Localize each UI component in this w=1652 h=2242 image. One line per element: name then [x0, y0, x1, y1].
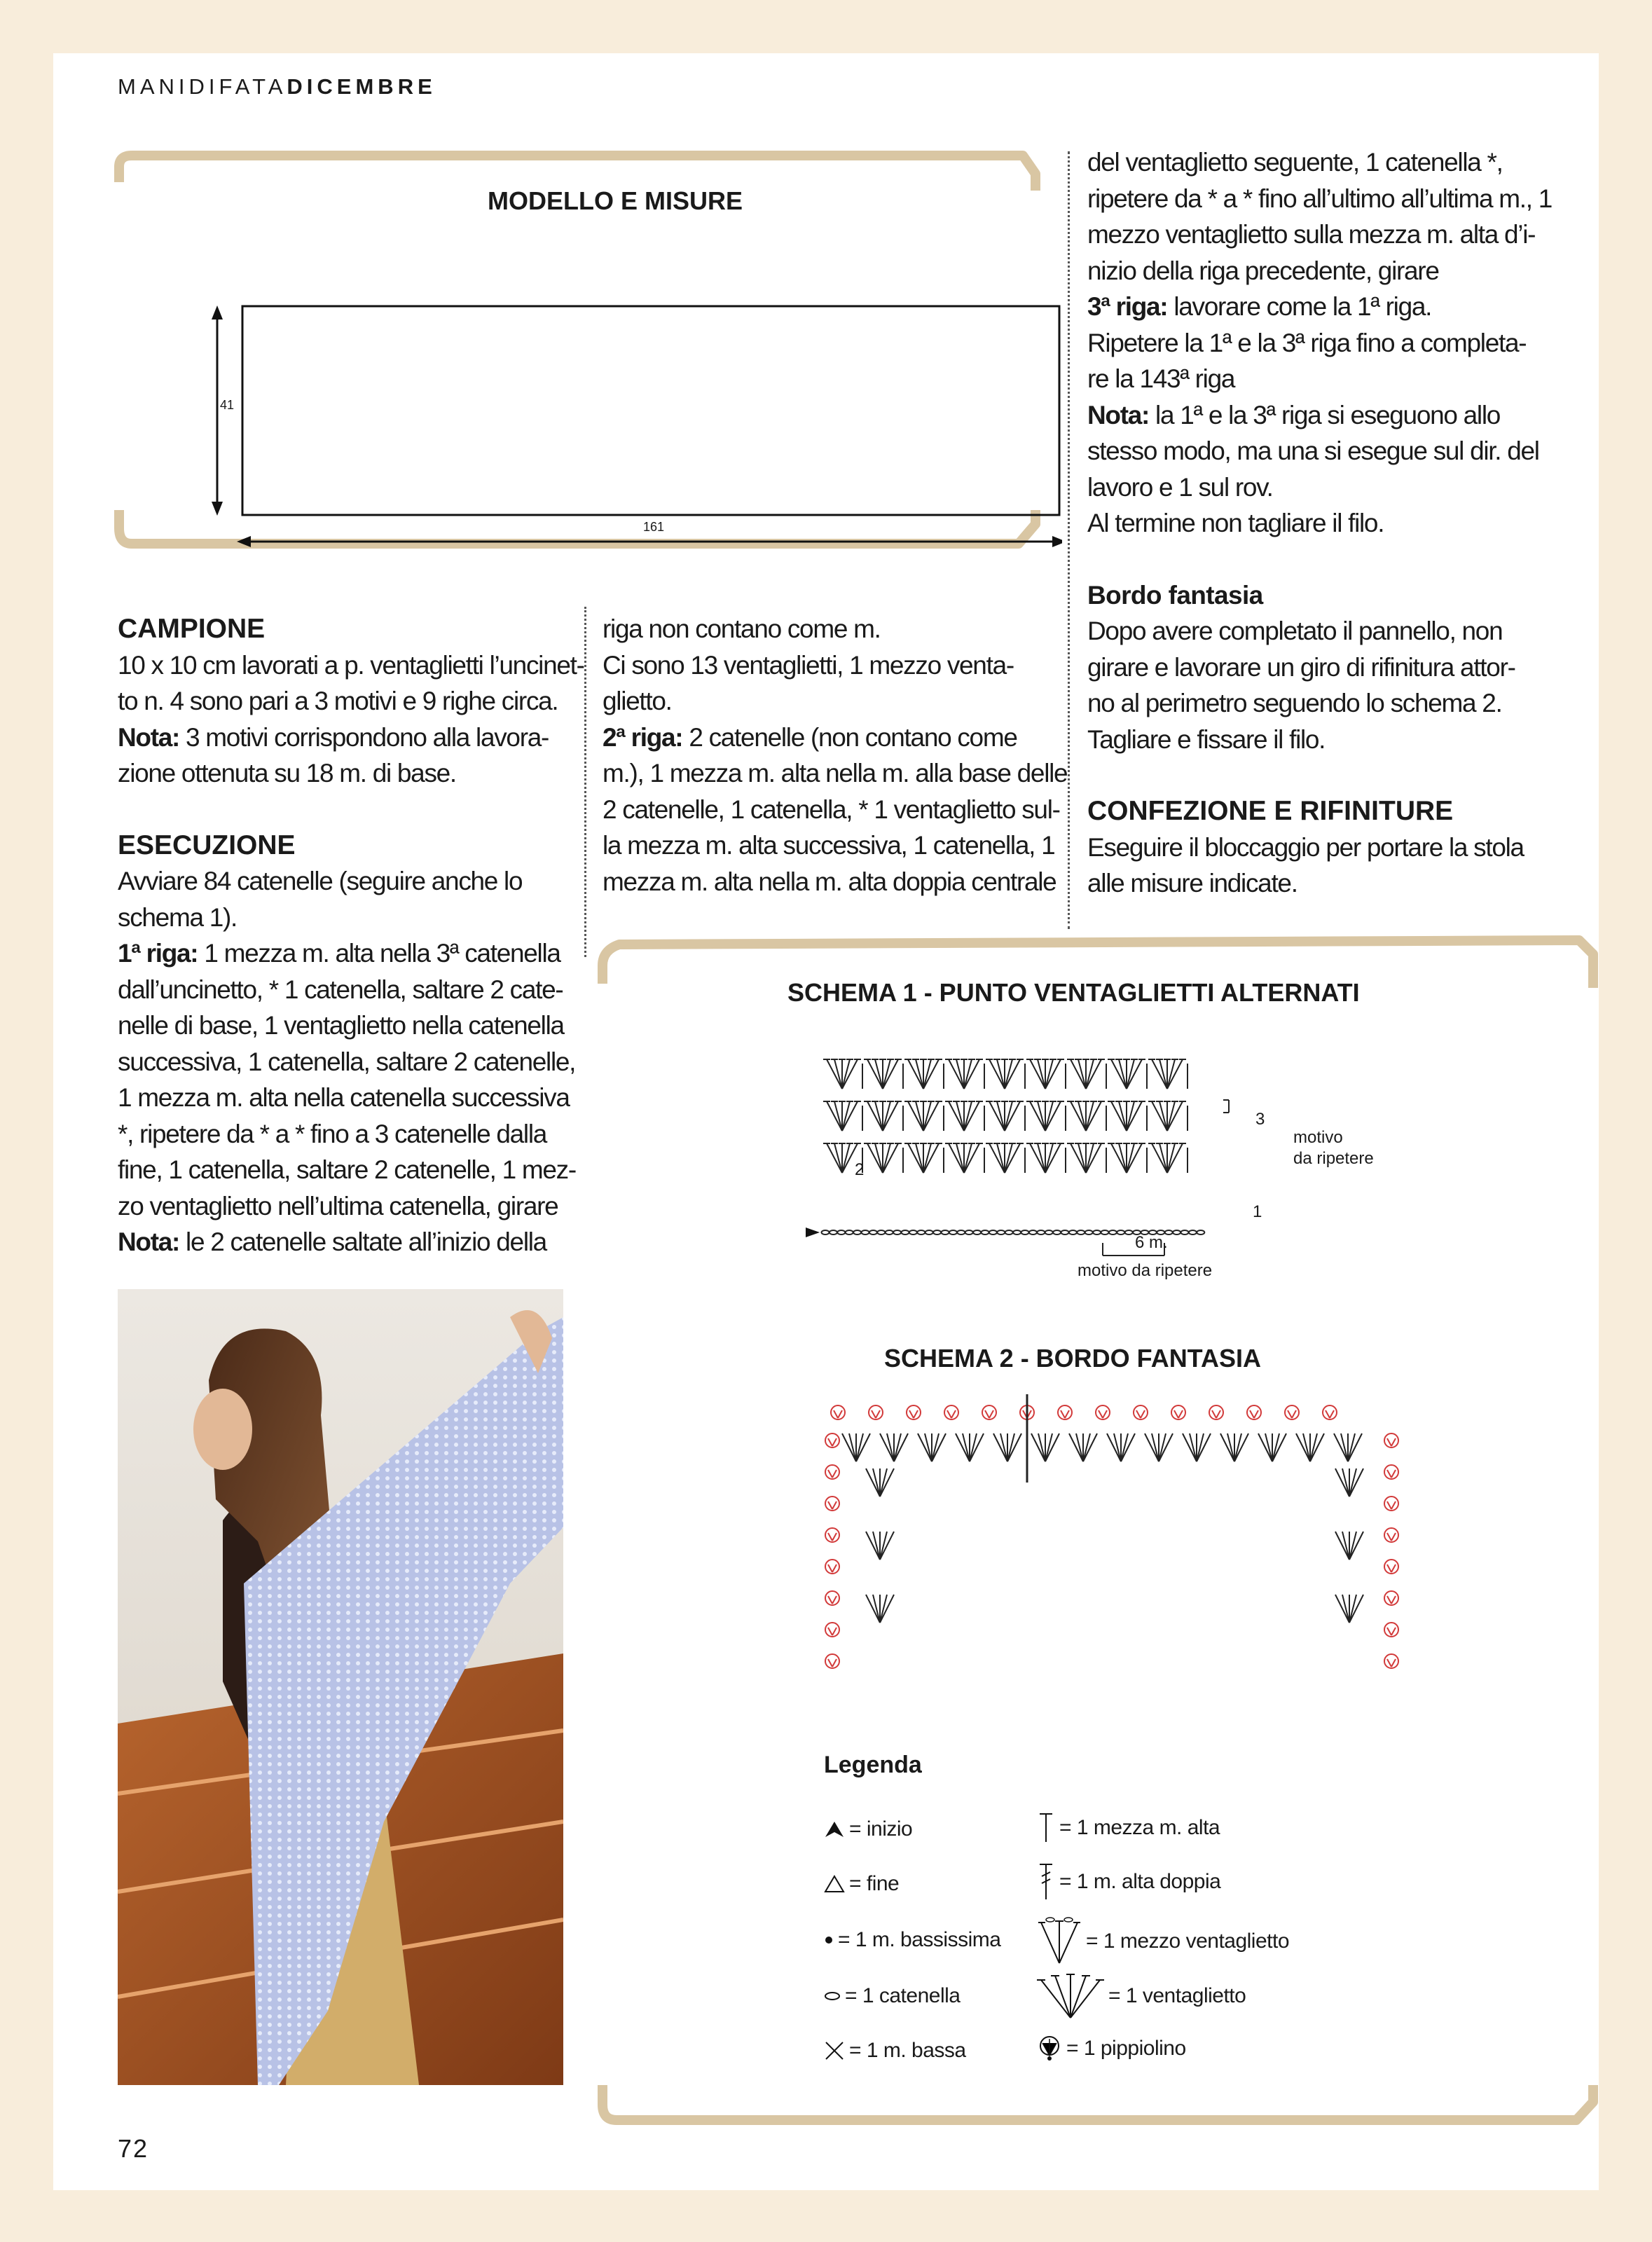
esecuzione-heading: ESECUZIONE: [118, 830, 296, 860]
schema2-picot: [1096, 1405, 1110, 1419]
slip-stitch-icon: [824, 1930, 834, 1950]
riga2-text: 2 catenelle (non contano come: [682, 722, 1017, 752]
schema2-fan: [842, 1433, 870, 1462]
chain-icon: [824, 1986, 841, 2006]
schema2-picot: [831, 1405, 845, 1419]
middle-line: glietto.: [603, 687, 672, 715]
schema2-picot: [1384, 1591, 1398, 1605]
schema1-fan: [904, 1101, 944, 1131]
schema2-fan: [993, 1433, 1021, 1462]
schema2-picot: [982, 1405, 996, 1419]
schema2-fan: [1145, 1433, 1173, 1462]
bordo-line: no al perimetro seguendo lo schema 2.: [1087, 689, 1502, 717]
schema2-picot: [825, 1497, 839, 1511]
middle-line: Ci sono 13 ventaglietti, 1 mezzo venta-: [603, 650, 1014, 680]
schema2-chart: [817, 1391, 1412, 1700]
schema2-fan: [1220, 1433, 1248, 1462]
schema2-picot: [944, 1405, 958, 1419]
schema2-fan: [918, 1433, 946, 1462]
picot-icon: [1037, 2035, 1062, 2063]
schema1-fan: [1067, 1101, 1106, 1131]
start-triangle-icon: [824, 1820, 845, 1839]
campione-heading: CAMPIONE: [118, 614, 266, 644]
schema2-picot: [1384, 1528, 1398, 1542]
schema2-fan: [866, 1532, 894, 1560]
legend-end: [824, 1872, 899, 1896]
bordo-line: Dopo avere completato il pannello, non: [1087, 617, 1503, 645]
schema2-picot: [1384, 1560, 1398, 1574]
schema2-fan: [866, 1469, 894, 1497]
right-nota-line: Al termine non tagliare il filo.: [1087, 509, 1384, 537]
riga2-line: 2 catenelle, 1 catenella, * 1 ventaglietto sul-: [603, 795, 1060, 824]
schema1-fan: [1108, 1059, 1147, 1089]
schema1-fan: [1108, 1143, 1147, 1173]
schema2-picot: [825, 1560, 839, 1574]
schema1-fan: [904, 1143, 944, 1173]
bordo-heading: Bordo fantasia: [1087, 580, 1263, 610]
schema1-motif-label-1: motivo: [1293, 1128, 1343, 1147]
running-header-bold: DICEMBRE: [287, 74, 436, 99]
schema2-fan: [1107, 1433, 1135, 1462]
schema1-fan: [864, 1059, 903, 1089]
legend-chain: [824, 1984, 960, 2008]
column-divider: [584, 607, 586, 957]
confezione-line: Eseguire il bloccaggio per portare la stola: [1087, 832, 1524, 862]
legend-fan: [1037, 1972, 1246, 2021]
schema1-fan: [1026, 1101, 1066, 1131]
legend-treble-text: = 1 m. alta doppia: [1059, 1870, 1221, 1893]
schema2-picot: [825, 1623, 839, 1637]
treble-crochet-icon: [1037, 1862, 1055, 1901]
legend-start-text: = inizio: [849, 1817, 913, 1841]
left-column: [118, 611, 584, 1260]
schema1-row-2: 2: [855, 1160, 865, 1179]
legend-slip-stitch-text: = 1 m. bassissima: [838, 1928, 1001, 1951]
riga1-line: successiva, 1 catenella, saltare 2 catenelle,: [118, 1047, 576, 1076]
schema2-fan: [1334, 1433, 1362, 1462]
schema2-picot: [1134, 1405, 1148, 1419]
schema2-fan: [1335, 1469, 1363, 1497]
riga2-first: [603, 720, 1067, 756]
legend-single-crochet-text: = 1 m. bassa: [849, 2039, 966, 2062]
riga2-line: la mezza m. alta successiva, 1 catenella, 1: [603, 831, 1055, 860]
right-line: nizio della riga precedente, girare: [1087, 256, 1439, 285]
esecuzione-line: schema 1).: [118, 902, 238, 932]
right-line: del ventaglietto seguente, 1 catenella *,: [1087, 148, 1503, 177]
schema1-fan: [864, 1143, 903, 1173]
schema1-fan: [945, 1059, 984, 1089]
schema2-fan: [1335, 1595, 1363, 1623]
riga1-line: nelle di base, 1 ventaglietto nella catenella: [118, 1011, 564, 1040]
schema2-fan: [866, 1595, 894, 1623]
model-title: MODELLO E MISURE: [488, 186, 743, 215]
riga1-label: 1ª riga:: [118, 939, 198, 968]
schema2-fan: [956, 1433, 984, 1462]
legend-slip-stitch: [824, 1928, 1000, 1952]
schema2-picot: [825, 1433, 839, 1447]
legend-half-fan-text: = 1 mezzo ventaglietto: [1086, 1930, 1290, 1953]
schema1-fan: [1067, 1059, 1106, 1089]
riga1-line: zo ventaglietto nell’ultima catenella, girare: [118, 1191, 558, 1220]
schema2-picot: [1384, 1465, 1398, 1479]
schema2-picot: [1384, 1623, 1398, 1637]
campione-note: [118, 720, 584, 756]
schema1-motif-label-2: da ripetere: [1293, 1149, 1374, 1168]
riga1-line: *, ripetere da * a * fino a 3 catenelle dalla: [118, 1119, 547, 1148]
half-fan-icon: [1037, 1917, 1082, 1966]
riga3-label: 3ª riga:: [1087, 292, 1168, 321]
schema2-picot: [1384, 1497, 1398, 1511]
legend-title: Legenda: [824, 1752, 922, 1778]
schema2-picot: [907, 1405, 921, 1419]
model-height-label: 41: [220, 398, 235, 412]
schema2-fan: [1031, 1433, 1059, 1462]
schema2-picot: [869, 1405, 883, 1419]
legend-half-double-text: = 1 mezza m. alta: [1059, 1816, 1220, 1839]
single-crochet-icon: [824, 2040, 845, 2061]
schema2-picot: [1209, 1405, 1223, 1419]
legend-end-text: = fine: [849, 1872, 900, 1895]
riga1-first: [118, 935, 584, 972]
schema1-fan: [1148, 1143, 1188, 1173]
confezione-heading: CONFEZIONE E RIFINITURE: [1087, 796, 1454, 826]
schema2-fan: [1183, 1433, 1211, 1462]
campione-line: to n. 4 sono pari a 3 motivi e 9 righe circa.: [118, 687, 558, 715]
schema1-fan: [986, 1101, 1025, 1131]
legend-treble: [1037, 1862, 1220, 1901]
riga1-line: 1 mezza m. alta nella catenella successiva: [118, 1083, 570, 1112]
right-nota-text: la 1ª e la 3ª riga si eseguono allo: [1149, 400, 1501, 429]
schema1-fan: [1026, 1143, 1066, 1173]
riga2-line: m.), 1 mezza m. alta nella m. alla base delle: [603, 759, 1068, 788]
schema1-fan: [823, 1101, 862, 1131]
schema1-fan: [945, 1101, 984, 1131]
schema1-fan: [823, 1059, 862, 1089]
schema1-fan: [864, 1101, 903, 1131]
schema2-picot: [1285, 1405, 1299, 1419]
right-nota-label: Nota:: [1087, 400, 1150, 429]
campione-note-text: 3 motivi corrispondono alla lavora-: [179, 722, 549, 752]
right-nota-line: stesso modo, ma una si esegue sul dir. del: [1087, 436, 1539, 465]
riga2-line: mezza m. alta nella m. alta doppia centrale: [603, 867, 1056, 896]
right-column: [1087, 144, 1552, 902]
model-diagram: [151, 242, 1062, 572]
riga1-line: dall’uncinetto, * 1 catenella, saltare 2 cate-: [118, 975, 563, 1004]
end-triangle-icon: [824, 1874, 845, 1894]
campione-note-label: Nota:: [118, 722, 180, 752]
schema2-picot: [1171, 1405, 1185, 1419]
model-width-label: 161: [643, 520, 665, 534]
middle-column: [603, 611, 1067, 900]
schema1-fan: [986, 1059, 1025, 1089]
right-line: mezzo ventaglietto sulla mezza m. alta d’i-: [1087, 220, 1536, 249]
schema2-fan: [1258, 1433, 1286, 1462]
bordo-line: Tagliare e fissare il filo.: [1087, 724, 1326, 754]
schema1-fan: [1067, 1143, 1106, 1173]
nota-line: [118, 1224, 584, 1260]
legend-chain-text: = 1 catenella: [845, 1984, 961, 2007]
legend-picot-text: = 1 pippiolino: [1066, 2037, 1186, 2060]
schema1-row-1: 1: [1253, 1202, 1262, 1221]
schema2-picot: [1384, 1654, 1398, 1668]
schema1-fan: [986, 1143, 1025, 1173]
schema1-fan: [1148, 1101, 1188, 1131]
right-line: ripetere da * a * fino all’ultimo all’ultima m., 1: [1087, 184, 1552, 213]
schema2-picot: [825, 1465, 839, 1479]
riga3-text: lavorare come la 1ª riga.: [1167, 292, 1432, 321]
right-nota: [1087, 397, 1552, 434]
nota-label: Nota:: [118, 1227, 180, 1256]
middle-line: riga non contano come m.: [603, 614, 881, 643]
campione-line: 10 x 10 cm lavorati a p. ventaglietti l’uncinet-: [118, 650, 584, 680]
page-number: 72: [118, 2134, 149, 2163]
schema1-fan: [904, 1059, 944, 1089]
schema2-picot: [825, 1528, 839, 1542]
schema2-picot: [1384, 1433, 1398, 1447]
schema2-picot: [1058, 1405, 1072, 1419]
riga1-line: fine, 1 catenella, saltare 2 catenelle, 1 mez-: [118, 1155, 576, 1184]
schema2-picot: [825, 1654, 839, 1668]
repeat-line: Ripetere la 1ª e la 3ª riga fino a completa-: [1087, 328, 1527, 357]
half-double-crochet-icon: [1037, 1812, 1055, 1844]
schema2-picot: [1247, 1405, 1261, 1419]
magazine-page: [53, 53, 1599, 2190]
legend-half-fan: [1037, 1917, 1289, 1966]
schema2-picot: [825, 1591, 839, 1605]
running-header: [118, 74, 436, 99]
schema1-m-label: 6 m.: [1135, 1233, 1168, 1252]
esecuzione-line: Avviare 84 catenelle (seguire anche lo: [118, 867, 523, 895]
running-header-light: MANIDIFATA: [118, 74, 287, 99]
model-photo: [118, 1289, 563, 2085]
legend-fan-text: = 1 ventaglietto: [1108, 1984, 1246, 2007]
right-nota-line: lavoro e 1 sul rov.: [1087, 472, 1273, 502]
column-divider: [1068, 151, 1070, 929]
fan-icon: [1037, 1972, 1104, 2021]
legend-single-crochet: [824, 2039, 966, 2063]
legend-picot: [1037, 2035, 1186, 2063]
confezione-line: alle misure indicate.: [1087, 869, 1297, 898]
campione-note-rest: zione ottenuta su 18 m. di base.: [118, 759, 456, 788]
schema1-bottom-label: motivo da ripetere: [1078, 1261, 1213, 1280]
schema2-title: SCHEMA 2 - BORDO FANTASIA: [884, 1344, 1262, 1373]
schema2-picot: [1323, 1405, 1337, 1419]
bordo-line: girare e lavorare un giro di rifinitura attor-: [1087, 652, 1515, 682]
schema2-fan: [1069, 1433, 1097, 1462]
legend-start: [824, 1817, 912, 1841]
schema2-fan: [880, 1433, 908, 1462]
schema1-fan: [945, 1143, 984, 1173]
schema1-fan: [1108, 1101, 1147, 1131]
schema1-fan: [1026, 1059, 1066, 1089]
riga2-label: 2ª riga:: [603, 722, 683, 752]
schema2-fan: [1296, 1433, 1324, 1462]
riga3-line: [1087, 289, 1552, 325]
riga1-text: 1 mezza m. alta nella 3ª catenella: [198, 939, 560, 968]
schema1-title: SCHEMA 1 - PUNTO VENTAGLIETTI ALTERNATI: [787, 978, 1360, 1007]
schema1-chart: [800, 1034, 1276, 1265]
schema1-row-3: 3: [1255, 1110, 1265, 1129]
legend-half-double: [1037, 1812, 1220, 1844]
repeat-line: re la 143ª riga: [1087, 364, 1235, 393]
nota-text: le 2 catenelle saltate all’inizio della: [179, 1227, 546, 1256]
schema1-fan: [1148, 1059, 1188, 1089]
schema2-fan: [1335, 1532, 1363, 1560]
